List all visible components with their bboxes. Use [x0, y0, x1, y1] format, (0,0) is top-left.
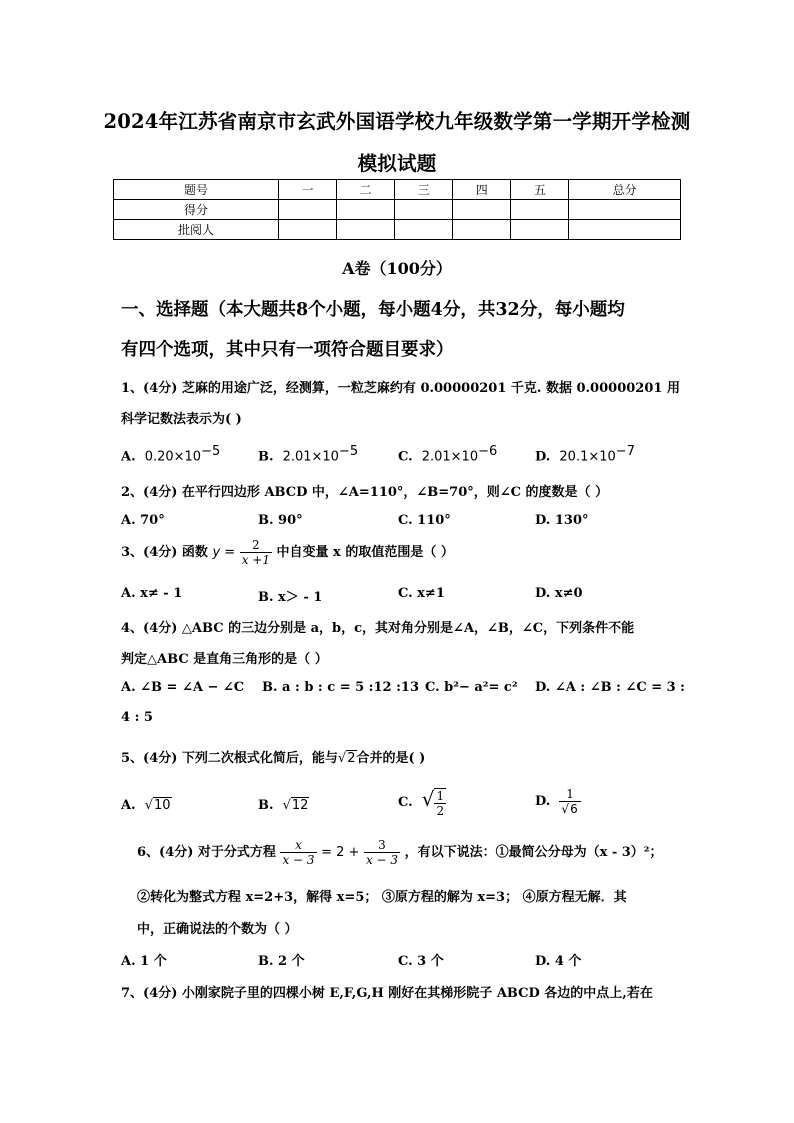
q3-option-b: B. x＞ - 1 — [258, 590, 323, 605]
q3-option-d: D. x≠0 — [535, 586, 583, 601]
q6-text-line2: ②转化为整式方程 x=2+3，解得 x=5； ③原方程的解为 x=3； ④原方程无解．其 — [137, 890, 627, 905]
q5-option-a: A. √10 — [121, 798, 171, 813]
score-table-header-cell: 五 — [511, 180, 569, 200]
q4-text-line1: 4、(4分) △ABC 的三边分别是 a，b，c，其对角分别是∠A，∠B，∠C，下列条件不能 — [121, 621, 635, 636]
score-table-header-cell: 四 — [453, 180, 511, 200]
sqrt-2: √2 — [337, 751, 356, 766]
section1-heading-line1: 一、选择题（本大题共8个小题，每小题4分，共32分，每小题均 — [121, 300, 625, 320]
q6-option-b: B. 2 个 — [258, 954, 305, 969]
q3-fraction: $\frac{2}{x +1}$ — [241, 538, 270, 567]
q2-option-a: A. 70° — [121, 513, 165, 528]
exam-title-line1: 2024年江苏省南京市玄武外国语学校九年级数学第一学期开学检测 — [103, 110, 691, 133]
q4-option-d-continued: 4 : 5 — [121, 710, 153, 725]
q6-option-d: D. 4 个 — [535, 954, 582, 969]
section1-heading-line2: 有四个选项，其中只有一项符合题目要求） — [121, 340, 454, 360]
score-table-header-cell: 总分 — [569, 180, 681, 200]
score-row-label: 得分 — [114, 200, 279, 220]
q5-option-c: C. √ $\frac{1}{2}$ — [398, 787, 445, 818]
q3-option-a: A. x≠ - 1 — [121, 586, 183, 601]
score-table-header-cell: 一 — [279, 180, 337, 200]
q2-option-d: D. 130° — [535, 513, 589, 528]
q4-option-d: D. ∠A : ∠B : ∠C = 3 : — [535, 680, 685, 695]
q4-option-a: A. ∠B = ∠A − ∠C — [121, 680, 245, 695]
q5-option-b: B. √12 — [258, 798, 309, 813]
q5-option-d: D. $\frac{1}{√6}$ — [535, 787, 581, 816]
score-table-row — [114, 200, 681, 220]
q2-text-line1: 2、(4分) 在平行四边形 ABCD 中，∠A=110°，∠B=70°，则∠C 的度数是（ ） — [121, 485, 609, 500]
q7-text-line1: 7、(4分) 小刚家院子里的四棵小树 E,F,G,H 刚好在其梯形院子 ABCD 各边的中点上,若在 — [121, 986, 653, 1001]
score-table-row — [114, 220, 681, 240]
q1-option-d: D. $20.1\times 10^{-7}$ — [535, 444, 635, 465]
q6-text-line3: 中，正确说法的个数为（ ） — [137, 922, 298, 937]
q1-option-c: C. $2.01\times 10^{-6}$ — [398, 444, 498, 465]
score-table-header-cell: 题号 — [114, 180, 279, 200]
score-table-header-row — [114, 180, 681, 200]
q6-text-line1: 6、(4分) 对于分式方程 $\frac{x}{x - 3}$ = 2 + $\frac{3}{x - 3}$ ，有以下说法：①最简公分母为（x - 3）²； — [137, 838, 663, 867]
q1-option-b: B. $2.01\times 10^{-5}$ — [258, 444, 359, 465]
q1-text-line1: 1、(4分) 芝麻的用途广泛，经测算，一粒芝麻约有 0.00000201 千克. 数据 0.00000201 用 — [121, 381, 680, 396]
q3-option-c: C. x≠1 — [398, 586, 445, 601]
q1-text-line2: 科学记数法表示为( ) — [121, 412, 242, 427]
q6-option-a: A. 1 个 — [121, 954, 167, 969]
q6-lhs-fraction: $\frac{x}{x - 3}$ — [282, 838, 315, 867]
q6-rhs-fraction: $\frac{3}{x - 3}$ — [365, 838, 399, 867]
section-a-heading: A卷（100分） — [342, 259, 452, 278]
q4-option-b: B. a : b : c = 5 :12 :13 — [262, 680, 419, 695]
q3-text-line1: 3、(4分) 函数 y = $\frac{2}{x +1}$ 中自变量 x 的取值范围是（ ） — [121, 538, 454, 567]
q1-option-a: A. $0.20\times 10^{-5}$ — [121, 444, 221, 465]
q6-option-c: C. 3 个 — [398, 954, 444, 969]
q4-option-c: C. b²− a²= c² — [425, 680, 518, 695]
score-table-header-cell: 二 — [337, 180, 395, 200]
q4-text-line2: 判定△ABC 是直角三角形的是（ ） — [121, 652, 328, 667]
exam-title-line2: 模拟试题 — [357, 152, 437, 175]
score-row-label: 批阅人 — [114, 220, 279, 240]
q2-option-b: B. 90° — [258, 513, 303, 528]
q2-option-c: C. 110° — [398, 513, 451, 528]
q3-function-y: y = — [212, 545, 236, 560]
score-table-header-cell: 三 — [395, 180, 453, 200]
score-table — [113, 179, 681, 240]
q5-text-line1: 5、(4分) 下列二次根式化简后，能与√2合并的是( ) — [121, 751, 426, 766]
